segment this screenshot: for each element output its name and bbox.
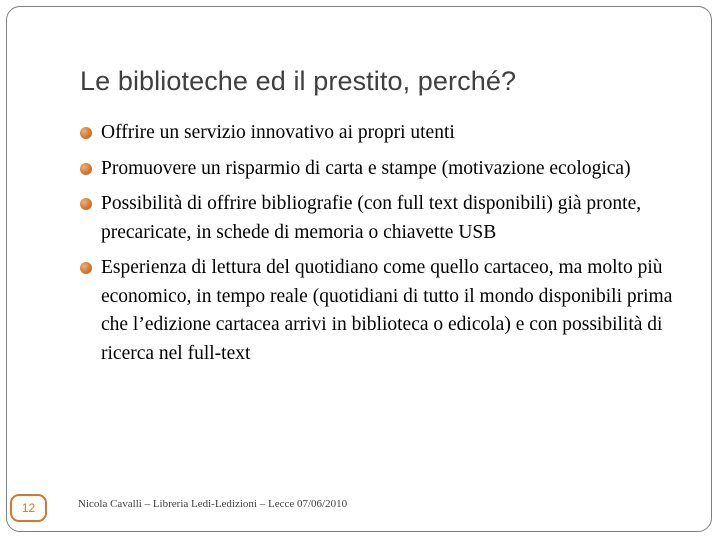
page-number-badge: 12 <box>10 494 47 522</box>
bullet-dot-icon <box>80 262 92 274</box>
slide-title: Le biblioteche ed il prestito, perché? <box>80 66 517 96</box>
bullet-item <box>80 254 680 368</box>
bullet-dot-icon <box>80 198 92 210</box>
footer-text: Nicola Cavalli – Libreria Ledi-Ledizioni – Lecce 07/06/2010 <box>78 498 348 510</box>
bullet-text: Promuovere un risparmio di carta e stampe (motivazione ecologica) <box>101 157 631 179</box>
bullet-dot-icon <box>80 163 92 175</box>
bullet-dot-icon <box>80 127 92 139</box>
bullet-item <box>80 190 680 247</box>
bullet-list <box>80 119 680 375</box>
bullet-item <box>80 155 680 184</box>
bullet-text: Possibilità di offrire bibliografie (con full text disponibili) già pronte, precaricate, in schede di memoria o chiavette USB <box>101 193 642 243</box>
bullet-text: Offrire un servizio innovativo ai propri utenti <box>101 122 455 143</box>
bullet-text: Esperienza di lettura del quotidiano come quello cartaceo, ma molto più economico, in tempo reale (quotidiani di tutto il mondo disponibili prima che l’edizione cartacea arrivi in biblioteca o edicola) e con possibilità di ricerca nel full-text <box>101 257 673 364</box>
bullet-item <box>80 119 680 148</box>
